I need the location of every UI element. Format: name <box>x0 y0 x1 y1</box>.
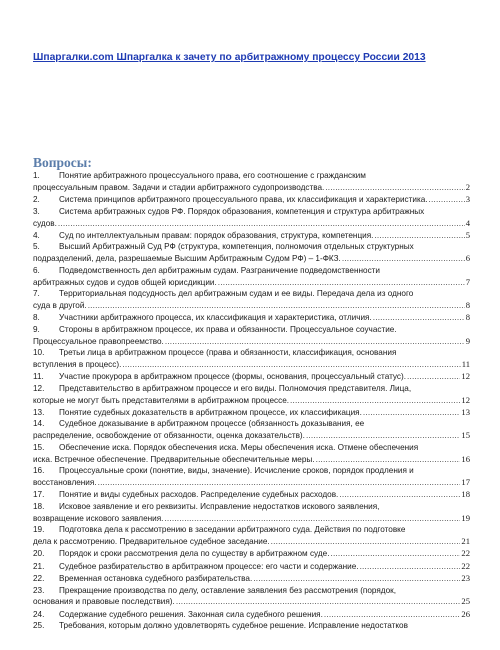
toc-entry-text: восстановления. <box>33 477 97 487</box>
toc-page-number: 12 <box>461 371 470 382</box>
toc-leader-dots <box>253 574 460 585</box>
toc-line <box>33 348 470 359</box>
toc-entry[interactable] <box>33 266 470 289</box>
toc-entry-text: Судебное разбирательство в арбитражном процессе: его части и содержание. <box>59 561 359 571</box>
toc-page-number: 23 <box>461 573 470 584</box>
toc-line <box>33 371 470 383</box>
toc-entry-text: Система арбитражных судов РФ. Порядок образования, компетенция и структура арбитражных <box>59 206 425 216</box>
toc-line <box>33 525 470 536</box>
toc-leader-dots <box>360 562 461 573</box>
toc-entry[interactable] <box>33 325 470 348</box>
toc-line <box>33 182 470 194</box>
toc-line <box>33 419 470 430</box>
toc-entry-text: Прекращение производства по делу, оставление заявления без рассмотрения (порядок, <box>59 585 396 595</box>
toc-line <box>33 207 470 218</box>
toc-entry-text: судов. <box>33 218 57 228</box>
toc-leader-dots <box>164 514 460 525</box>
toc-entry-text: Судебное доказывание в арбитражном процессе (обязанность доказывания, ее <box>59 419 365 429</box>
toc-number: 24. <box>33 609 45 619</box>
toc-entry-text: Понятие судебных доказательств в арбитражном процессе, их классификация. <box>59 408 362 417</box>
toc-entry[interactable] <box>33 561 470 573</box>
questions-heading: Вопросы: <box>33 155 92 170</box>
toc-number: 2. <box>33 195 40 205</box>
toc-spacer <box>33 632 470 633</box>
toc-line <box>33 502 470 513</box>
toc-line <box>33 277 470 289</box>
toc-page-number: 21 <box>461 535 470 546</box>
toc-page-number: 9 <box>465 335 470 346</box>
toc-line <box>33 489 470 501</box>
toc-line <box>33 300 470 312</box>
toc-entry-text: возвращение искового заявления. <box>33 513 164 523</box>
toc-leader-dots <box>363 408 461 419</box>
toc-entry[interactable] <box>33 371 470 383</box>
toc-line <box>33 477 470 489</box>
toc-leader-dots <box>407 372 460 383</box>
toc-line <box>33 253 470 265</box>
toc-leader-dots <box>98 478 461 489</box>
toc-number: 12. <box>33 383 45 393</box>
toc-page-number: 4 <box>465 217 470 228</box>
toc-leader-dots <box>330 549 460 560</box>
toc-line <box>33 454 470 466</box>
toc-line <box>33 586 470 597</box>
toc-line <box>33 548 470 560</box>
toc-line <box>33 609 470 621</box>
document-title-link[interactable]: Шпаргалки.com Шпаргалка к зачету по арбитражному процессу России 2013 <box>33 52 426 63</box>
toc-entry[interactable] <box>33 242 470 265</box>
toc-entry[interactable] <box>33 489 470 501</box>
toc-number: 4. <box>33 231 40 240</box>
toc-leader-dots <box>306 431 460 442</box>
toc-entry[interactable] <box>33 621 470 632</box>
toc-entry[interactable] <box>33 525 470 548</box>
toc-line <box>33 384 470 395</box>
toc-entry-text: Понятие и виды судебных расходов. Распределение судебных расходов. <box>59 490 339 500</box>
toc-page-number: 7 <box>465 276 470 287</box>
toc-entry-text: Требования, которым должно удовлетворять судебное решение. Исправление недостатков <box>59 621 408 631</box>
toc-number: 16. <box>33 466 45 475</box>
toc-page-number: 12 <box>461 394 470 405</box>
toc-line <box>33 621 470 632</box>
toc-number: 8. <box>33 313 40 323</box>
toc-entry-text: Участники арбитражного процесса, их классификация и характеристика, отличия. <box>59 313 372 323</box>
toc-line <box>33 407 470 419</box>
toc-number: 20. <box>33 549 45 559</box>
toc-page-number: 11 <box>461 358 470 369</box>
toc-number: 6. <box>33 265 40 275</box>
toc-entry-text: Представительство в арбитражном процессе и его виды. Полномочия представителя. Лица, <box>59 383 412 393</box>
toc-line <box>33 430 470 442</box>
toc-line <box>33 395 470 407</box>
toc-entry[interactable] <box>33 230 470 242</box>
toc-entry[interactable] <box>33 466 470 489</box>
toc-entry-text: Процессуальные сроки (понятие, виды, значение). Исчисление сроков, порядок продления и <box>59 466 414 475</box>
toc-entry[interactable] <box>33 443 470 466</box>
toc-page-number: 16 <box>461 453 470 464</box>
toc-number: 17. <box>33 490 45 500</box>
toc-number: 18. <box>33 501 45 511</box>
toc-entry-text: Обеспечение иска. Порядок обеспечения иска. Меры обеспечения иска. Отмене обеспечения <box>59 442 419 452</box>
toc-page-number: 17 <box>461 476 470 487</box>
toc-entry-text: Порядок и сроки рассмотрения дела по существу в арбитражном суде. <box>59 549 330 559</box>
toc-entry-text: Суд по интеллектуальным правам: порядок образования, структура, компетенция. <box>59 231 374 240</box>
toc-entry-text: вступления в процесс). <box>33 359 122 369</box>
toc-page-number: 15 <box>461 430 470 441</box>
toc-entry-text: которые не могут быть представителями в арбитражном процессе. <box>33 395 290 405</box>
toc-line <box>33 443 470 454</box>
toc-entry-text: иска. Встречное обеспечение. Предварительные обеспечительные меры. <box>33 454 315 464</box>
toc-number: 3. <box>33 206 40 216</box>
toc-page-number: 25 <box>461 596 470 607</box>
toc-entry-text: арбитражных судов и судов общей юрисдикции. <box>33 277 217 287</box>
toc-leader-dots <box>342 254 465 265</box>
toc-entry[interactable] <box>33 419 470 442</box>
toc-entry-text: основания и правовые последствия). <box>33 597 175 607</box>
toc-leader-dots <box>165 337 465 348</box>
toc-entry-text: Подготовка дела к рассмотрению в заседании арбитражного суда. Действия по подготовке <box>59 525 406 534</box>
toc-entry-text: Понятие арбитражного процессуального права, его соотношение с гражданским <box>59 171 366 180</box>
toc-number: 22. <box>33 574 45 584</box>
toc-entry-text: Участие прокурора в арбитражном процессе (формы, основания, процессуальный статус). <box>59 372 407 382</box>
toc-leader-dots <box>324 610 461 621</box>
toc-entry[interactable] <box>33 609 470 621</box>
toc-page-number: 8 <box>465 312 470 323</box>
toc-line <box>33 266 470 277</box>
toc-number: 25. <box>33 621 45 631</box>
toc-number: 14. <box>33 419 45 429</box>
toc-entry-text: Содержание судебного решения. Законная сила судебного решения. <box>59 609 323 619</box>
toc-number: 15. <box>33 442 45 452</box>
toc-entry[interactable] <box>33 407 470 419</box>
toc-number: 9. <box>33 324 40 334</box>
toc-number: 1. <box>33 171 40 180</box>
toc-entry-text: Подведомственность дел арбитражным судам. Разграничение подведомственности <box>59 265 380 275</box>
toc-leader-dots <box>58 219 465 230</box>
toc-entry-text: Исковое заявление и его реквизиты. Исправление недостатков искового заявления, <box>59 501 380 511</box>
toc-line <box>33 194 470 206</box>
toc-leader-dots <box>218 278 465 289</box>
toc-entry[interactable] <box>33 171 470 194</box>
table-of-contents <box>33 171 470 633</box>
toc-line <box>33 336 470 348</box>
toc-entry[interactable] <box>33 586 470 609</box>
toc-entry[interactable] <box>33 194 470 206</box>
toc-page-number: 13 <box>461 407 470 417</box>
toc-page-number: 26 <box>461 608 470 619</box>
toc-page-number: 18 <box>461 489 470 500</box>
toc-entry[interactable] <box>33 207 470 230</box>
toc-entry[interactable] <box>33 312 470 324</box>
toc-line <box>33 536 470 548</box>
toc-line <box>33 289 470 300</box>
toc-entry-text: распределение, освобождение от обязанности, оценка доказательств). <box>33 431 305 441</box>
toc-entry-text: Стороны в арбитражном процессе, их права и обязанности. Процессуальное соучастие. <box>59 324 397 334</box>
toc-leader-dots <box>373 313 465 324</box>
toc-entry-text: Система принципов арбитражного процессуального права, их классификация и характеристика. <box>59 195 428 205</box>
toc-page-number: 5 <box>465 230 470 240</box>
toc-leader-dots <box>374 231 464 242</box>
toc-line <box>33 561 470 573</box>
toc-entry-text: подразделений, дела, разрешаемые Высшим Арбитражным Судом РФ) – 1-ФКЗ. <box>33 254 341 264</box>
toc-leader-dots <box>290 396 460 407</box>
toc-entry[interactable] <box>33 384 470 407</box>
toc-number: 23. <box>33 585 45 595</box>
toc-line <box>33 466 470 477</box>
toc-page-number: 8 <box>465 299 470 310</box>
toc-entry[interactable] <box>33 289 470 312</box>
toc-page-number: 22 <box>461 560 470 571</box>
toc-line <box>33 312 470 324</box>
toc-entry-text: дела к рассмотрению. Предварительное судебное заседание. <box>33 536 270 546</box>
toc-entry[interactable] <box>33 502 470 525</box>
toc-leader-dots <box>316 455 461 466</box>
toc-entry-text: процессуальным правом. Задачи и стадии арбитражного судопроизводства. <box>33 182 325 192</box>
toc-line <box>33 596 470 608</box>
toc-number: 21. <box>33 561 45 571</box>
toc-leader-dots <box>122 360 460 371</box>
toc-number: 19. <box>33 525 45 534</box>
toc-leader-dots <box>88 301 465 312</box>
toc-entry-text: Территориальная подсудность дел арбитражным судам и ее виды. Передача дела из одного <box>59 289 414 298</box>
toc-line <box>33 513 470 525</box>
toc-line <box>33 242 470 253</box>
toc-entry[interactable] <box>33 573 470 585</box>
toc-line <box>33 573 470 585</box>
toc-entry[interactable] <box>33 348 470 371</box>
toc-entry[interactable] <box>33 548 470 560</box>
toc-line <box>33 218 470 230</box>
toc-number: 11. <box>33 372 44 382</box>
toc-number: 13. <box>33 408 45 417</box>
toc-number: 7. <box>33 289 40 298</box>
toc-line <box>33 359 470 371</box>
toc-page-number: 3 <box>465 194 470 205</box>
toc-leader-dots <box>271 537 461 548</box>
toc-line <box>33 171 470 182</box>
toc-entry-text: Процессуальное правопреемство. <box>33 336 164 346</box>
toc-number: 10. <box>33 348 45 357</box>
toc-line <box>33 230 470 242</box>
toc-page-number: 6 <box>465 253 470 264</box>
toc-leader-dots <box>339 490 460 501</box>
toc-page-number: 19 <box>461 512 470 523</box>
toc-leader-dots <box>429 195 465 206</box>
toc-entry-text: суда в другой. <box>33 300 87 310</box>
toc-entry-text: Высший Арбитражный Суд РФ (структура, компетенция, полномочия отдельных структурных <box>59 242 414 252</box>
toc-leader-dots <box>325 183 464 194</box>
toc-line <box>33 325 470 336</box>
toc-page-number: 22 <box>461 548 470 559</box>
toc-leader-dots <box>176 597 461 608</box>
toc-number: 5. <box>33 242 40 252</box>
toc-page-number: 2 <box>465 181 470 192</box>
toc-entry-text: Временная остановка судебного разбирательства. <box>59 574 253 584</box>
toc-entry-text: Третьи лица в арбитражном процессе (права и обязанности, классификация, основания <box>59 348 397 357</box>
